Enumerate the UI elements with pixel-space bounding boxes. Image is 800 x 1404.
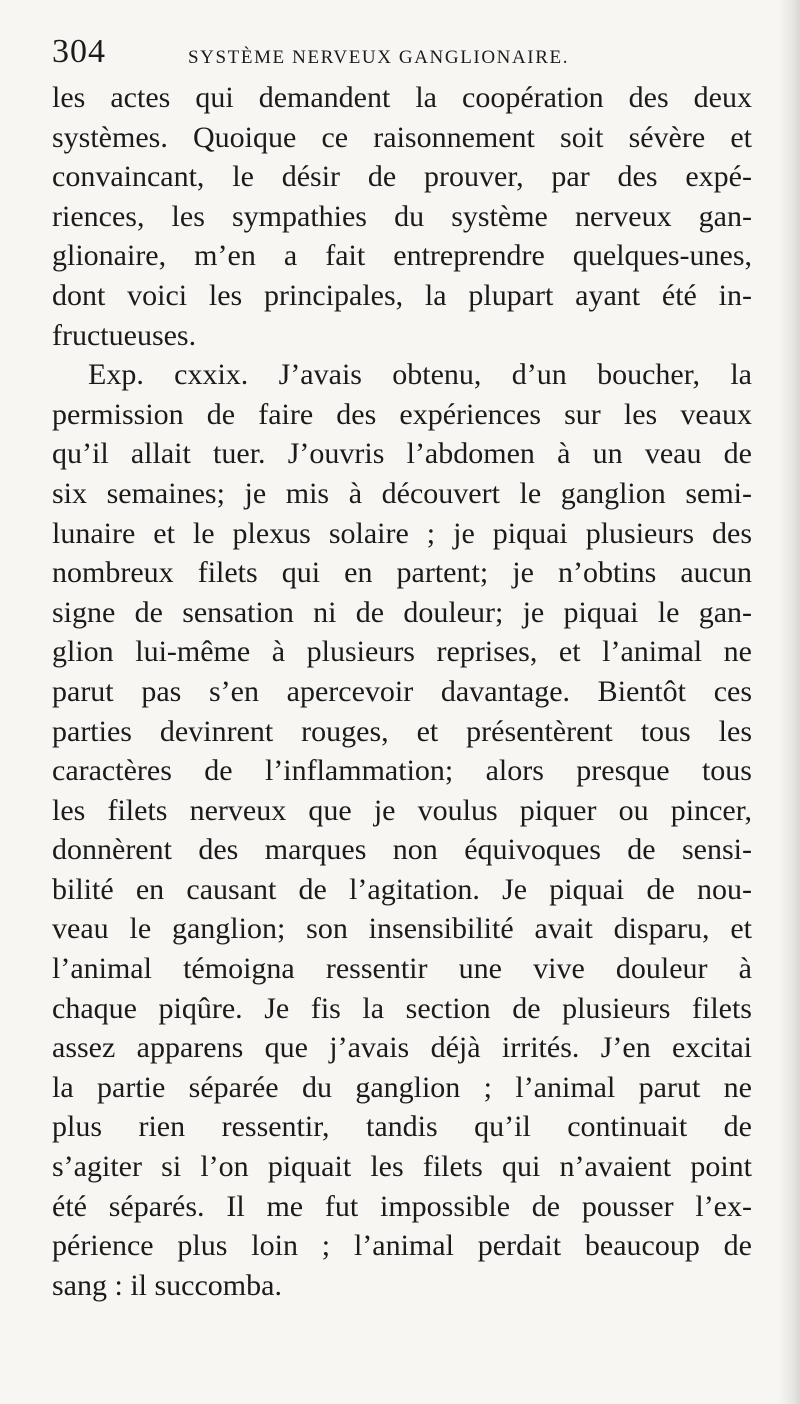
paragraph-end-line: fructueuses. (52, 318, 197, 352)
text-line: systèmes. Quoique ce raisonnement soit sévère et (52, 120, 752, 154)
text-line: périence plus loin ; l’animal perdait beaucoup de (52, 1229, 752, 1263)
experiment-heading-line: Exp. cxxix. J’avais obtenu, d’un boucher, la (88, 358, 752, 392)
page-header (52, 30, 752, 80)
text-line: été séparés. Il me fut impossible de pousser l’ex- (52, 1189, 752, 1223)
text-line: les actes qui demandent la coopération des deux (52, 81, 752, 114)
text-line: l’animal témoigna ressentir une vive douleur à (52, 952, 752, 986)
text-line: convaincant, le désir de prouver, par des expé- (52, 160, 752, 194)
text-line: riences, les sympathies du système nerveux gan- (52, 199, 752, 233)
text-line: chaque piqûre. Je fis la section de plusieurs filets (52, 991, 752, 1025)
text-line: glionaire, m’en a fait entreprendre quelques-unes, (52, 239, 752, 273)
body-text (52, 78, 752, 1305)
text-line: qu’il allait tuer. J’ouvris l’abdomen à un veau de (52, 437, 752, 471)
text-line: bilité en causant de l’agitation. Je piquai de nou- (52, 872, 752, 906)
text-line: parut pas s’en apercevoir davantage. Bientôt ces (52, 674, 752, 708)
text-line: caractères de l’inflammation; alors presque tous (52, 754, 752, 788)
running-head: SYSTÈME NERVEUX GANGLIONAIRE. (188, 47, 570, 68)
text-line: lunaire et le plexus solaire ; je piquai plusieurs des (52, 516, 752, 550)
text-line: les filets nerveux que je voulus piquer ou pincer, (52, 793, 752, 827)
text-line: donnèrent des marques non équivoques de sensi- (52, 833, 752, 867)
text-line: permission de faire des expériences sur les veaux (52, 397, 752, 431)
text-line: parties devinrent rouges, et présentèrent tous les (52, 714, 752, 748)
page-edge-shadow (778, 0, 800, 1404)
text-line: s’agiter si l’on piquait les filets qui n’avaient point (52, 1150, 752, 1184)
text-line: signe de sensation ni de douleur; je piquai le gan- (52, 595, 752, 629)
page-number: 304 (52, 33, 106, 70)
text-line: dont voici les principales, la plupart ayant été in- (52, 278, 752, 312)
text-line: six semaines; je mis à découvert le ganglion semi- (52, 476, 752, 510)
text-line: veau le ganglion; son insensibilité avait disparu, et (52, 912, 752, 946)
text-line: plus rien ressentir, tandis qu’il continuait de (52, 1110, 752, 1144)
text-line: la partie séparée du ganglion ; l’animal parut ne (52, 1070, 752, 1104)
text-line: nombreux filets qui en partent; je n’obtins aucun (52, 556, 752, 590)
text-line: assez apparens que j’avais déjà irrités. J’en excitai (52, 1031, 752, 1065)
text-line: glion lui-même à plusieurs reprises, et l’animal ne (52, 635, 752, 669)
paragraph-end-line: sang : il succomba. (52, 1268, 282, 1302)
